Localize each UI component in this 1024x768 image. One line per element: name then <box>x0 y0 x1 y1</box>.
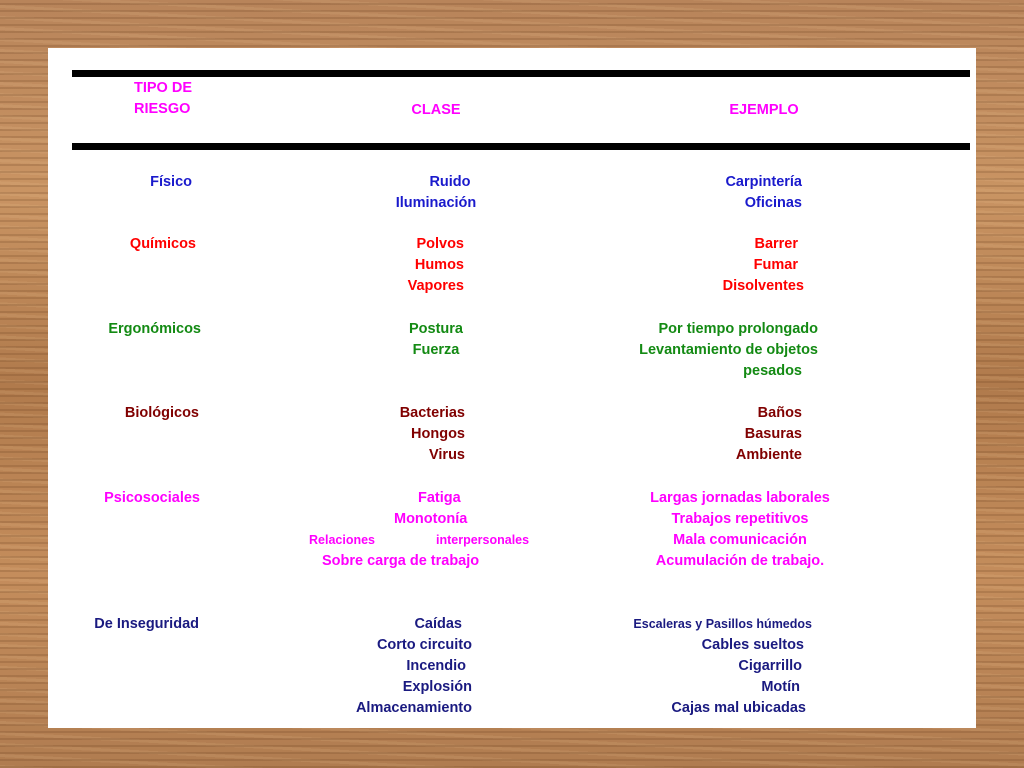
ejemplo-biologicos: Baños Basuras Ambiente <box>735 405 802 463</box>
clase-psicosociales: Fatiga Monotonía Relaciones interpersonales Sobre carga de trabajo <box>308 488 548 572</box>
clase-de-inseguridad: Caídas Corto circuito Incendio Explosión Almacenamiento <box>355 616 472 716</box>
clase-quimicos: Polvos Humos Vapores <box>407 236 464 294</box>
header-tipo-de-riesgo: TIPO DE RIESGO <box>134 80 193 117</box>
ejemplo-ergonomicos: Por tiempo prolongado Levantamiento de objetos pesados <box>639 321 818 379</box>
header-ejemplo: EJEMPLO <box>729 102 799 118</box>
ejemplo-quimicos: Barrer Fumar Disolventes <box>722 236 804 294</box>
ejemplo-psicosociales: Largas jornadas laborales Trabajos repetitivos Mala comunicación Acumulación de trabajo. <box>650 490 830 569</box>
tipo-de-inseguridad: De Inseguridad <box>94 616 199 632</box>
tipo-quimicos: Químicos <box>129 236 196 252</box>
relaciones-interpersonales: Relaciones interpersonales <box>309 533 530 547</box>
slide <box>48 48 976 728</box>
tipo-fisico: Físico <box>150 174 192 190</box>
ejemplo-de-inseguridad: Escaleras y Pasillos húmedos Cables sueltos Cigarrillo Motín Cajas mal ubicadas <box>633 617 812 716</box>
clase-biologicos: Bacterias Hongos Virus <box>399 405 465 463</box>
clase-fisico: Ruido Iluminación <box>395 174 477 211</box>
clase-ergonomicos: Postura Fuerza <box>409 321 463 358</box>
tipo-psicosociales: Psicosociales <box>104 490 200 506</box>
header-clase: CLASE <box>411 102 461 118</box>
tipo-ergonomicos: Ergonómicos <box>108 321 201 337</box>
tipo-biologicos: Biológicos <box>124 405 199 421</box>
ejemplo-fisico: Carpintería Oficinas <box>725 174 802 211</box>
table-header-rule <box>72 143 970 150</box>
table-top-rule <box>72 70 970 77</box>
